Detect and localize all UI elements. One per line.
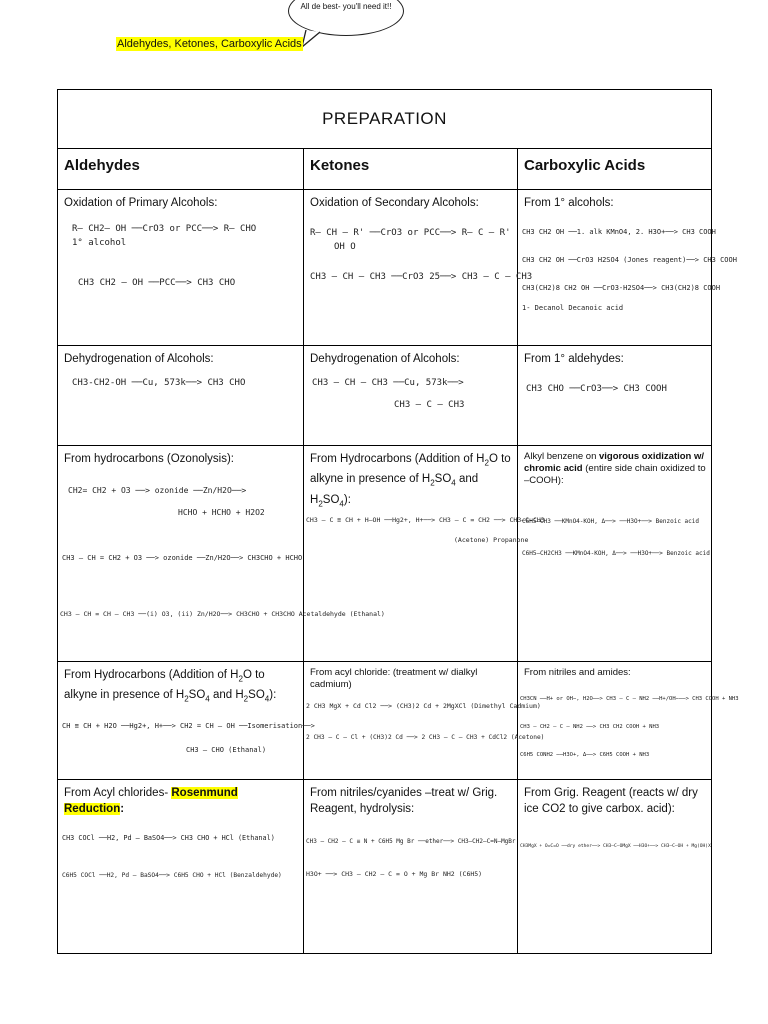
topic-title: Aldehydes, Ketones, Carboxylic Acids xyxy=(117,38,302,50)
table-cell xyxy=(304,780,518,954)
table-cell xyxy=(58,190,304,346)
handwritten-equation: R– CH2– OH ──CrO3 or PCC──> R– CHO xyxy=(72,224,257,234)
cell-label: From 1° aldehydes: xyxy=(524,353,624,365)
cell-label: From hydrocarbons (Ozonolysis): xyxy=(64,453,234,465)
handwritten-note: OH O xyxy=(334,242,356,252)
handwritten-equation: CH3 CHO ──CrO3──> CH3 COOH xyxy=(526,384,667,394)
handwritten-equation: 2 CH3 – C – Cl + (CH3)2 Cd ──> 2 CH3 – C – CH3 + CdCl2 (Acetone) xyxy=(306,734,545,741)
handwritten-equation: CH3CN ──H+ or OH−, H2O──> CH3 – C – NH2 ──H+/OH−──> CH3 COOH + NH3 xyxy=(520,696,739,702)
handwritten-equation: CH3 – CH = CH2 + O3 ──> ozonide ──Zn/H2O──> CH3CHO + HCHO xyxy=(62,554,303,562)
table-cell xyxy=(304,190,533,346)
speech-bubble-tail xyxy=(302,30,324,48)
preparation-table xyxy=(57,89,739,954)
table-cell xyxy=(518,346,712,446)
cell-label: Dehydrogenation of Alcohols: xyxy=(64,353,214,365)
cell-label: Oxidation of Secondary Alcohols: xyxy=(310,197,479,209)
handwritten-equation: CH3 – CHO (Ethanal) xyxy=(186,746,267,754)
cell-label: Oxidation of Primary Alcohols: xyxy=(64,197,218,209)
cell-label: From acyl chloride: (treatment w/ dialkyl cadmium) xyxy=(310,667,478,690)
speech-bubble-text: All de best- you'll need it!! xyxy=(300,2,392,11)
handwritten-equation: CH3 – CH2 – C ≡ N + C6H5 Mg Br ──ether──> CH3–CH2–C=N–MgBr xyxy=(306,838,516,845)
handwritten-note: 1- Decanol Decanoic acid xyxy=(522,304,624,312)
handwritten-equation: CH3 – CH = CH – CH3 ──(i) O3, (ii) Zn/H2O──> CH3CHO + CH3CHO Acetaldehyde (Ethanal) xyxy=(60,610,385,618)
handwritten-equation: H3O+ ──> CH3 – CH2 – C = O + Mg Br NH2 (C6H5) xyxy=(306,870,483,878)
column-header-carboxylic-acids: Carboxylic Acids xyxy=(518,149,712,190)
cell-label: From Hydrocarbons (Addition of $H_2O$ to alkyne in presence of $H_2SO_4$ and $H_2SO_4$): xyxy=(310,453,511,508)
handwritten-equation: CH2= CH2 + O3 ──> ozonide ──Zn/H2O──> xyxy=(68,486,247,495)
table-heading: PREPARATION xyxy=(58,90,712,149)
cell-label: From 1° alcohols: xyxy=(524,197,614,209)
handwritten-equation: HCHO + HCHO + H2O2 xyxy=(178,508,265,517)
table-cell xyxy=(304,346,518,446)
cell-label: From Grig. Reagent (reacts w/ dry ice CO2 to give carbox. acid): xyxy=(524,787,698,815)
table-cell xyxy=(518,780,712,954)
handwritten-equation: R– CH – R' ──CrO3 or PCC──> R– C – R' xyxy=(310,228,511,238)
column-header-ketones: Ketones xyxy=(304,149,518,190)
table-cell xyxy=(58,662,315,780)
handwritten-equation: CH ≡ CH + H2O ──Hg2+, H+──> CH2 = CH – OH ──Isomerisation──> xyxy=(62,722,315,730)
handwritten-equation: CH3 – CH – CH3 ──CrO3 25──> CH3 – C – CH3 xyxy=(310,272,533,282)
table-cell xyxy=(58,446,385,662)
handwritten-equation: CH3 – CH – CH3 ──Cu, 573k──> xyxy=(312,378,464,388)
table-cell xyxy=(518,446,712,662)
cell-label: From nitriles and amides: xyxy=(524,667,631,678)
table-cell xyxy=(58,346,304,446)
cell-label: From nitriles/cyanides –treat w/ Grig. Reagent, hydrolysis: xyxy=(310,787,498,815)
column-header-aldehydes: Aldehydes xyxy=(58,149,304,190)
handwritten-note: 1° alcohol xyxy=(72,238,127,248)
handwritten-equation: CH3 CH2 – OH ──PCC──> CH3 CHO xyxy=(78,278,236,288)
cell-label: Alkyl benzene on vigorous oxidization w/ chromic acid (entire side chain oxidized to –COOH): xyxy=(524,451,706,486)
handwritten-equation: CH3 – C ≡ CH + H–OH ──Hg2+, H+──> CH3 – C = CH2 ──> CH3–C–CH3 xyxy=(306,516,545,524)
handwritten-equation: CH3 CH2 OH ──1. alk KMnO4, 2. H3O+──> CH3 COOH xyxy=(522,228,716,236)
table-cell xyxy=(304,446,545,662)
table-cell xyxy=(304,662,545,780)
handwritten-equation: 2 CH3 MgX + Cd Cl2 ──> (CH3)2 Cd + 2MgXCl (Dimethyl Cadmium) xyxy=(306,702,541,710)
handwritten-equation: C6H5 COCl ──H2, Pd – BaSO4──> C6H5 CHO + HCl (Benzaldehyde) xyxy=(62,872,282,879)
handwritten-equation: CH3(CH2)8 CH2 OH ──CrO3-H2SO4──> CH3(CH2)8 COOH xyxy=(522,284,721,292)
handwritten-equation: C6H5–CH3 ──KMnO4-KOH, Δ──> ──H3O+──> Benzoic acid xyxy=(522,518,700,525)
handwritten-equation: CH3 – CH2 – C – NH2 ──> CH3 CH2 COOH + NH3 xyxy=(520,724,660,730)
table-cell xyxy=(518,190,737,346)
handwritten-equation: CH3 – C – CH3 xyxy=(394,400,465,410)
handwritten-equation: C6H5–CH2CH3 ──KMnO4-KOH, Δ──> ──H3O+──> Benzoic acid xyxy=(522,550,710,557)
cell-label: From Hydrocarbons (Addition of $H_2O$ to alkyne in presence of $H_2SO_4$ and $H_2SO_4$): xyxy=(64,669,277,704)
cell-label: Dehydrogenation of Alcohols: xyxy=(310,353,460,365)
handwritten-equation: CH3-CH2-OH ──Cu, 573k──> CH3 CHO xyxy=(72,378,246,388)
table-cell xyxy=(518,662,739,780)
table-cell xyxy=(58,780,304,954)
handwritten-note: (Acetone) Propanone xyxy=(454,536,529,544)
handwritten-equation: CH3MgX + O=C=O ──dry ether──> CH3–C–OMgX ──H3O+──> CH3–C–OH + Mg(OH)X xyxy=(520,844,711,849)
cell-label: From Acyl chlorides- Rosenmund Reduction: xyxy=(64,787,238,815)
handwritten-equation: CH3 CH2 OH ──CrO3 H2SO4 (Jones reagent)──> CH3 COOH xyxy=(522,256,737,264)
handwritten-equation: C6H5 CONH2 ──H3O+, Δ──> C6H5 COOH + NH3 xyxy=(520,752,650,758)
handwritten-equation: CH3 COCl ──H2, Pd – BaSO4──> CH3 CHO + HCl (Ethanal) xyxy=(62,834,275,842)
